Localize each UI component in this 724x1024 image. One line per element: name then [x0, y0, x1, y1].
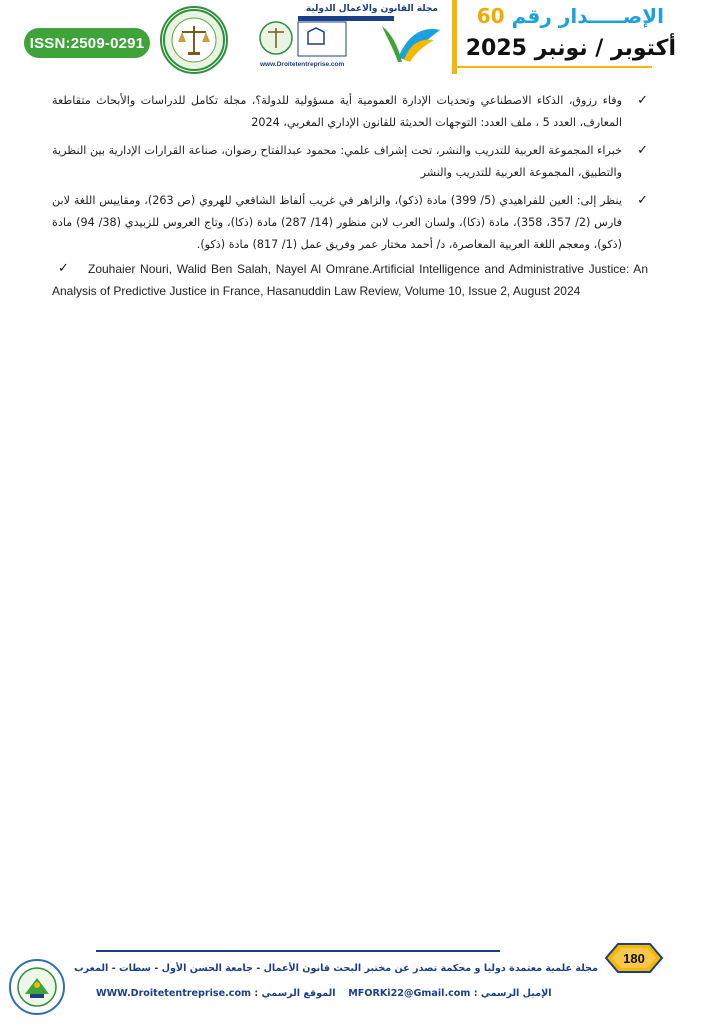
footer-email[interactable]: MFORKi22@Gmail.com	[348, 988, 471, 999]
checkmark-icon: ✓	[637, 93, 648, 108]
journal-title: مجلة القانون والأعمال الدولية	[305, 4, 438, 14]
reference-list	[52, 90, 648, 304]
issue-label: الإصـــــدار رقم	[511, 4, 664, 28]
issue-number: 60	[476, 4, 505, 28]
checkmark-icon: ✓	[637, 193, 648, 208]
checkmark-icon: ✓	[58, 261, 69, 276]
footer-divider	[96, 950, 500, 952]
reference-item	[52, 258, 648, 302]
footer-website[interactable]: WWW.Droitetentreprise.com	[96, 988, 252, 999]
issue-date: أكتوبر / نونبر 2025	[465, 36, 676, 61]
page-number: 180	[623, 950, 645, 966]
footer-website-label: : الموقع الرسمي	[254, 988, 336, 999]
reference-text: ينظر إلى: العين للفراهيدي (5/ 399) مادة (ذكو)، والزاهر في غريب ألفاظ الشافعي للهروي (ص 263)، ومقاييس اللغة لابن فارس (2/ 357، 358)، مادة (ذكا)، ولسان العرب لابن منظور (14/ 287) مادة (ذكا)، وتاج العروس للزبيدي (38/ 94) مادة (ذكو)، ومعجم اللغة العربية المعاصرة، د/ أحمد مختار عمر وفريق عمل (1/ 817) مادة (ذكو).	[52, 194, 622, 251]
reference-item	[52, 190, 648, 256]
journal-url: www.Droitetentreprise.com	[260, 61, 345, 68]
header-underline	[452, 66, 652, 68]
footer-email-label: : الإميل الرسمي	[473, 988, 552, 999]
university-seal-icon	[8, 958, 66, 1016]
reference-text: خبراء المجموعة العربية للتدريب والنشر، تحت إشراف علمي: محمود عبدالفتاح رضوان، صناعة القرارات الإدارية بين النظرية والتطبيق، المجموعة العربية للتدريب والنشر	[52, 144, 622, 179]
checkmark-icon: ✓	[637, 143, 648, 158]
issn-badge: ISSN:2509-0291	[24, 28, 150, 58]
footer-contact	[96, 988, 576, 999]
issue-number-heading	[477, 4, 664, 28]
reference-text: Zouhaier Nouri, Walid Ben Salah, Nayel Al Omrane.Artificial Intelligence and Administrative Justice: An Analysis of Predictive Justice in France, Hasanuddin Law Review, Volume 10, Issue 2, August 2024	[52, 262, 648, 298]
reference-text: وفاء رزوق، الذكاء الاصطناعي وتحديات الإدارة العمومية أية مسؤولية للدولة؟، مجلة تكامل للدراسات والأبحاث متقاطعة المعارف، العدد 5 ، ملف العدد: التوجهات الحديثة للقانون الإداري المغربي، 2024	[52, 94, 622, 129]
reference-item	[52, 140, 648, 184]
lab-seal-logo	[160, 6, 228, 74]
journal-logo	[258, 4, 442, 68]
footer-description: مجلة علمية معتمدة دوليا و محكمة تصدر عن مختبر البحث قانون الأعمال - جامعة الحسن الأول - سطات - المغرب	[73, 963, 598, 974]
reference-item	[52, 90, 648, 134]
header-divider	[452, 0, 457, 74]
